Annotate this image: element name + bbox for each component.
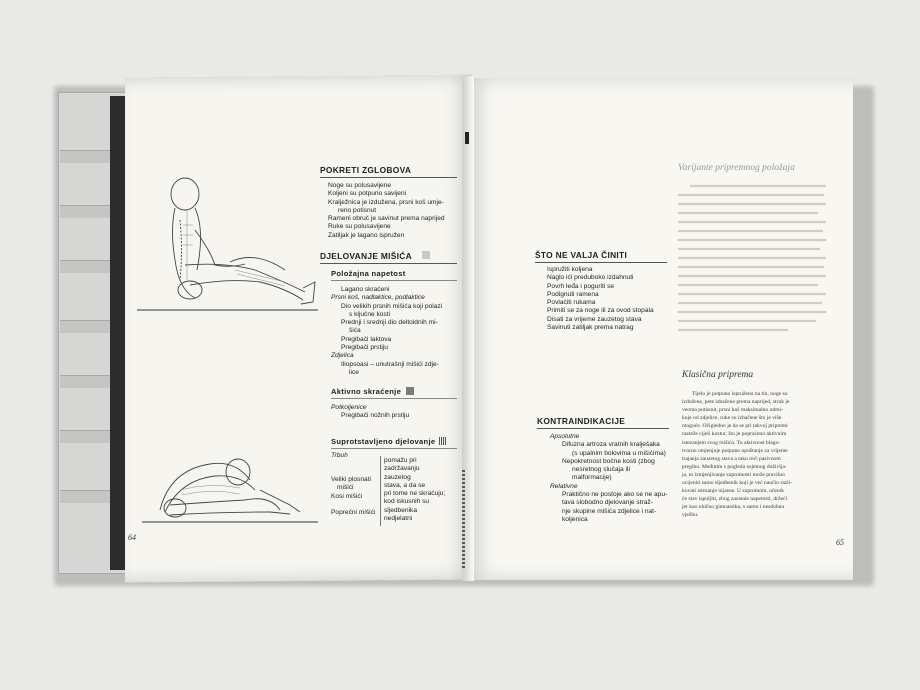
bent-forward-figure-illustration [140, 450, 320, 530]
list-item: kod iskusnih su [384, 498, 430, 506]
list-item: Podignuti ramena [547, 290, 599, 298]
page-edge [60, 320, 116, 333]
page-edge [60, 150, 116, 163]
seated-figure-illustration [135, 170, 320, 320]
section-title-classic-preparation: Klasična priprema [682, 370, 754, 380]
list-item: Zatiljak je lagano ispružen [328, 231, 405, 239]
paragraph-line: Tijelo je potpuno ispruženo na tlu, noge su [692, 391, 788, 397]
list-item [331, 501, 379, 509]
subsection-title-position-tension: Položajna napetost [331, 269, 406, 278]
list-item: Pregibači nožnih prstiju [341, 412, 410, 420]
list-item: Rameni obruč je savinut prema naprijed [328, 215, 445, 223]
list-item: šića [349, 327, 361, 335]
list-item: lice [349, 368, 359, 376]
list-item: Savinuti zatiljak prema natrag [547, 324, 634, 332]
list-item: Prednji i srednji dio deltoidnih mi- [341, 319, 438, 327]
list-item: nedjelatni [384, 515, 413, 523]
list-item: Koljeni su potpuno savijeni [328, 190, 407, 198]
divider [331, 280, 457, 281]
gutter-mark [465, 132, 469, 144]
square-marker-icon [422, 251, 430, 259]
list-item: nje skupine mišića zdjelice i nat- [562, 507, 657, 515]
faint-text-lines [678, 182, 828, 352]
section-title-variants: Varijante pripremnog položaja [678, 163, 795, 173]
list-item: Kralježnica je izdužena, prsni koš umje- [328, 198, 444, 206]
list-item: Povrh leđa i poguriti se [547, 282, 615, 290]
list-item: Zdjelica [331, 352, 354, 360]
joint-movements-list [328, 182, 445, 240]
paragraph-line: kuje od zdjelice, ruke su izbačene što je više [682, 415, 782, 422]
paragraph-line: kovati istezanje nijanse. U suprotnom, učenik [682, 488, 785, 495]
list-item: Primiti se za noge ili za ovod stopala [547, 307, 654, 315]
opposed-muscles-column [331, 476, 379, 517]
position-tension-list [331, 286, 442, 377]
list-item: Apsolutne [550, 433, 580, 440]
page-number-left: 64 [128, 533, 136, 542]
list-item: s ključne kosti [349, 310, 391, 318]
list-item: Naglo ići preduboko izdahnuti [547, 274, 634, 282]
page-edge [60, 430, 116, 443]
page-edge [60, 490, 116, 503]
list-item: malformacije) [572, 474, 612, 482]
opposed-description-column [384, 457, 445, 523]
subsection-title-active-shortening: Aktivno skraćenje [331, 387, 402, 396]
column-divider [380, 456, 381, 526]
paragraph-line: istezanjem svog mišića. Tu aktivnost blago- [682, 439, 781, 446]
paragraph-line: jer kao obično gimnastiku, s samo i nesdobnu [682, 504, 785, 511]
page-edge [60, 205, 116, 218]
paragraph-line: će stav ispuljiti, zbog zaostale napetosti, držeći [682, 496, 788, 503]
list-item: Lagano skraćeni [341, 286, 390, 293]
classic-preparation-paragraph [682, 390, 792, 520]
list-item: Difuzna artroza vratnih kralješaka [562, 441, 660, 449]
list-item: Pregibači prstiju [341, 344, 388, 352]
list-item: reno potisnut [338, 206, 377, 214]
list-item: Praktično ne postoje ako se ne apu- [562, 491, 668, 499]
square-marker-icon [406, 387, 414, 395]
divider [320, 177, 457, 178]
list-item: Prsni koš, nadlaktice, podlaktice [331, 294, 425, 302]
gutter-print-mark [462, 470, 465, 570]
paragraph-line: vježbu. [682, 512, 699, 519]
list-item: Relativne [550, 482, 578, 490]
paragraph-line: pregibu. Međutim s pogleda osjetnog doživlja- [682, 463, 787, 470]
striped-marker-icon [439, 437, 447, 445]
list-item: Veliki plosnati [331, 476, 371, 483]
list-item: pri tome ne skraćuju; [384, 490, 446, 498]
list-item: Ispružiti koljena [547, 266, 593, 273]
list-item: Noge su polusavijene [328, 182, 392, 189]
page-number-right: 65 [836, 538, 844, 547]
list-item: nesretnog slučaja ili [572, 466, 630, 474]
divider [320, 263, 457, 264]
section-title-muscle-action: DJELOVANJE MIŠIĆA [320, 251, 412, 261]
list-item: Kosi mišići [331, 492, 363, 500]
opposed-subtitle: Trbuh [331, 452, 348, 459]
faint-bleed-text-block [678, 182, 828, 357]
list-item: Nepokretnost bočne kosti (zbog [562, 457, 655, 465]
list-item: zadržavanju [384, 465, 420, 473]
paragraph-line: razteže cijeli kostur, što je popraćeno aktivnim [682, 431, 787, 438]
list-item: sljedbenika [384, 506, 417, 514]
contraindications-list [550, 433, 667, 524]
list-item: koljenica [562, 515, 588, 523]
what-not-to-do-list [547, 266, 654, 332]
page-edge [60, 375, 116, 388]
page-edge [60, 260, 116, 273]
paragraph-line: izdužene, pete izbačene prema naprijed, struk je [682, 399, 790, 406]
list-item: tava slobodno djelovanje straž- [562, 499, 653, 507]
list-item: Dio velikih prsnih mišića koji polazi [341, 302, 443, 310]
paragraph-line: moguće. Očigledno je da se pri takvoj pripremi [682, 423, 788, 430]
list-item: Povlačiti rukama [547, 299, 596, 307]
section-title-contraindications: KONTRAINDIKACIJE [537, 416, 626, 426]
section-title-joint-movements: POKRETI ZGLOBOVA [320, 165, 412, 175]
list-item: stava, a da se [384, 481, 426, 489]
list-item: mišići [337, 484, 354, 492]
paragraph-line: ocijeniti samo sljedbenik koji je već naučio razli- [682, 480, 793, 487]
divider [331, 448, 457, 449]
subsection-title-opposed-action: Suprotstavljeno djelovanje [331, 437, 436, 446]
list-item: Iliopsoasi – unutrašnji mišići zdje- [341, 360, 439, 368]
divider [535, 262, 667, 263]
list-item: (s upalnim bolovima u mišićima) [572, 449, 666, 457]
paragraph-line: ja, to izmjenjivanje suprotnosti može pravilno [682, 471, 785, 478]
active-shortening-list [331, 404, 409, 421]
divider [331, 398, 457, 399]
paragraph-line: veoma potisnut, prsni koš maksimalno odmi- [682, 407, 783, 414]
list-item: Poprečni mišići [331, 508, 376, 516]
list-item: Disati za vrijeme zauzetog stava [547, 315, 642, 323]
section-title-what-not-to-do: ŠTO NE VALJA ČINITI [535, 250, 628, 260]
list-item: zauzetog [384, 473, 411, 481]
paragraph-line: trajanja zauzetog stava a tako reći pasivnom [682, 455, 781, 462]
paragraph-line: tvorno omjenjuje potpuno opuštanje za vrijeme [682, 447, 788, 454]
list-item: pomažu pri [384, 457, 417, 464]
divider [537, 428, 669, 429]
list-item: Pregibači laktova [341, 335, 392, 343]
list-item: Ruke su polusavijene [328, 223, 391, 231]
list-item: Potkoljenice [331, 404, 367, 411]
